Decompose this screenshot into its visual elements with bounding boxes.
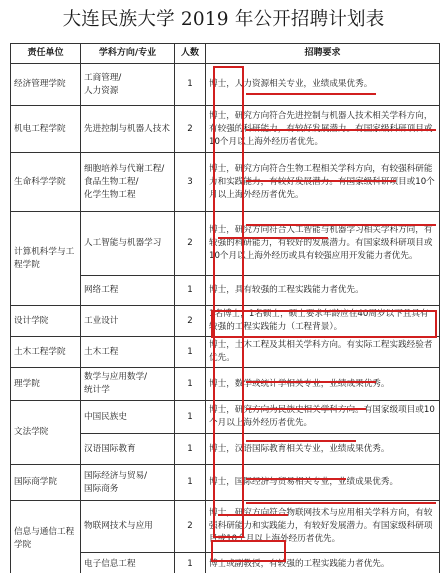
- count-cell: 1: [175, 465, 206, 501]
- unit-cell: 文法学院: [11, 401, 81, 465]
- major-cell: 物联网技术与应用: [81, 501, 175, 553]
- table-row: [11, 337, 440, 368]
- requirement-cell: 博士，数学或统计学相关专业，业绩成果优秀。: [206, 368, 440, 401]
- count-cell: 2: [175, 306, 206, 337]
- count-cell: 1: [175, 276, 206, 306]
- unit-cell: 信息与通信工程学院: [11, 501, 81, 573]
- table-row: [11, 401, 440, 434]
- table-row: [11, 306, 440, 337]
- table-header-row: [11, 44, 440, 64]
- table-row: [11, 153, 440, 212]
- table-row: [11, 501, 440, 553]
- count-cell: 1: [175, 434, 206, 465]
- major-cell: 网络工程: [81, 276, 175, 306]
- major-cell: 中国民族史: [81, 401, 175, 434]
- requirement-cell: 博士或副教授，有较强的工程实践能力者优先。: [206, 553, 440, 573]
- major-cell: 细胞培养与代谢工程/ 食品生物工程/ 化学生物工程: [81, 153, 175, 212]
- table-row: [11, 106, 440, 153]
- unit-cell: 计算机科学与工程学院: [11, 212, 81, 306]
- requirement-cell: 博士，具有较强的工程实践能力者优先。: [206, 276, 440, 306]
- page-title: 大连民族大学 2019 年公开招聘计划表: [62, 9, 385, 30]
- count-cell: 1: [175, 337, 206, 368]
- count-cell: 3: [175, 153, 206, 212]
- unit-cell: 设计学院: [11, 306, 81, 337]
- table-row: [11, 212, 440, 276]
- requirement-cell: 博士，研究方向符合人工智能与机器学习相关学科方向，有较强的科研能力，有较好的发展潜力。有国家级科研项目或10个月以上海外经历或具有较强应用开发能力者优先。: [206, 212, 440, 276]
- count-cell: 1: [175, 401, 206, 434]
- major-cell: 人工智能与机器学习: [81, 212, 175, 276]
- table-row: [11, 368, 440, 401]
- header-major: 学科方向/专业: [81, 44, 175, 64]
- unit-cell: 经济管理学院: [11, 64, 81, 106]
- header-unit: 责任单位: [11, 44, 81, 64]
- requirement-cell: 博士，研究方向符合物联网技术与应用相关学科方向，有较强科研能力和实践能力，有较好发展潜力。有国家级科研项目或10个月以上海外经历者优先。: [206, 501, 440, 553]
- major-cell: 土木工程: [81, 337, 175, 368]
- table-row: [11, 64, 440, 106]
- recruitment-table: [10, 43, 440, 573]
- requirement-cell: 博士，汉语国际教育相关专业，业绩成果优秀。: [206, 434, 440, 465]
- major-cell: 先进控制与机器人技术: [81, 106, 175, 153]
- requirement-cell: 博士，人力资源相关专业，业绩成果优秀。: [206, 64, 440, 106]
- count-cell: 1: [175, 553, 206, 573]
- unit-cell: 国际商学院: [11, 465, 81, 501]
- requirement-cell: 博士，土木工程及其相关学科方向。有实际工程实践经验者优先。: [206, 337, 440, 368]
- count-cell: 2: [175, 501, 206, 553]
- count-cell: 1: [175, 64, 206, 106]
- major-cell: 汉语国际教育: [81, 434, 175, 465]
- requirement-cell: 博士，国际经济与贸易相关专业，业绩成果优秀。: [206, 465, 440, 501]
- unit-cell: 机电工程学院: [11, 106, 81, 153]
- major-cell: 数学与应用数学/ 统计学: [81, 368, 175, 401]
- major-cell: 国际经济与贸易/ 国际商务: [81, 465, 175, 501]
- table-row: [11, 465, 440, 501]
- count-cell: 1: [175, 368, 206, 401]
- header-count: 人数: [175, 44, 206, 64]
- major-cell: 电子信息工程: [81, 553, 175, 573]
- requirement-cell: 博士，研究方向符合生物工程相关学科方向，有较强科研能力和实践能力，有较好发展潜力。有国家级科研项目或10个月以上海外经历者优先。: [206, 153, 440, 212]
- header-requirement: 招聘要求: [206, 44, 440, 64]
- requirement-cell: 1名博士，1名硕士，硕士要求年龄应在40周岁以下且具有较强的工程实践能力（工程背景）。: [206, 306, 440, 337]
- unit-cell: 理学院: [11, 368, 81, 401]
- requirement-cell: 博士，研究方向为民族史相关学科方向。有国家级项目或10个月以上海外经历者优先。: [206, 401, 440, 434]
- unit-cell: 土木工程学院: [11, 337, 81, 368]
- major-cell: 工商管理/ 人力资源: [81, 64, 175, 106]
- major-cell: 工业设计: [81, 306, 175, 337]
- requirement-cell: 博士，研究方向符合先进控制与机器人技术相关学科方向，有较强的科研能力，有较好发展潜力。有国家级科研项目或10个月以上海外经历者优先。: [206, 106, 440, 153]
- count-cell: 2: [175, 106, 206, 153]
- count-cell: 2: [175, 212, 206, 276]
- unit-cell: 生命科学学院: [11, 153, 81, 212]
